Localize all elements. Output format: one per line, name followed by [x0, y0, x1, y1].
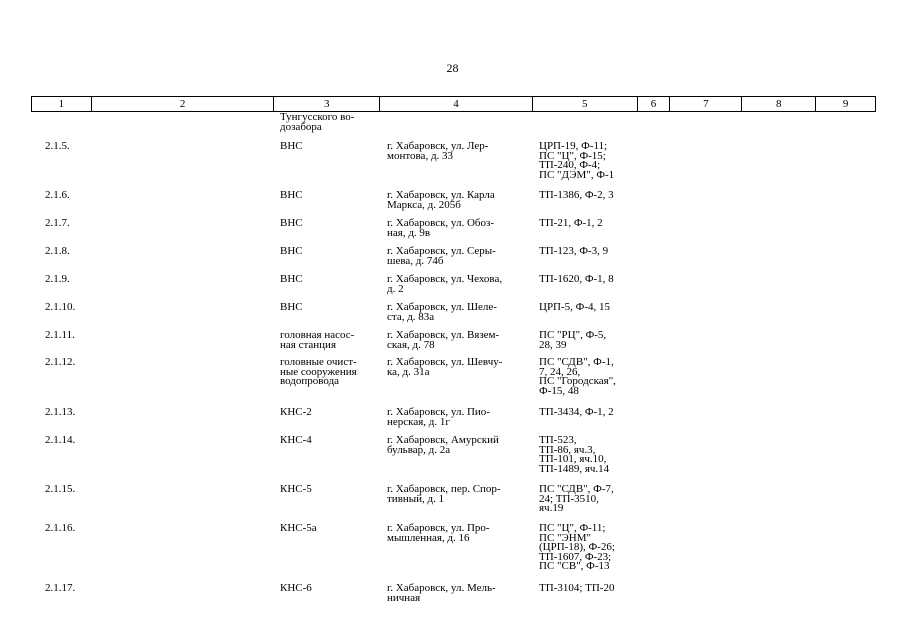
object-address: г. Хабаровск, ул. Лер- монтова, д. 33	[387, 140, 489, 162]
row-number: 2.1.7.	[45, 217, 70, 229]
power-source: ТП-1386, Ф-2, 3	[539, 189, 614, 201]
object-name: ВНС	[280, 217, 303, 229]
object-name: КНС-4	[280, 434, 312, 446]
object-name: головные очист- ные сооружения водопровода	[280, 356, 357, 388]
power-source: ЦРП-5, Ф-4, 15	[539, 301, 611, 313]
object-address: г. Хабаровск, ул. Обоз- ная, д. 9в	[387, 217, 494, 239]
power-source: ПС "РЦ", Ф-5, 28, 39	[539, 329, 607, 351]
page-number: 28	[446, 61, 459, 75]
power-source: ТП-1620, Ф-1, 8	[539, 273, 614, 285]
object-address: г. Хабаровск, ул. Чехова, д. 2	[387, 273, 503, 295]
header-col-4: 4	[380, 97, 533, 111]
header-col-7: 7	[670, 97, 742, 111]
object-name: КНС-5	[280, 483, 312, 495]
row-number: 2.1.5.	[45, 140, 70, 152]
row-number: 2.1.12.	[45, 356, 76, 368]
header-col-2: 2	[92, 97, 275, 111]
power-source: ТП-523, ТП-86, яч.3, ТП-101, яч.10, ТП-1489, яч.14	[539, 434, 610, 475]
object-name: ВНС	[280, 189, 303, 201]
object-address: г. Хабаровск, ул. Мель- ничная	[387, 582, 496, 604]
object-name: ВНС	[280, 301, 303, 313]
object-address: г. Хабаровск, ул. Про- мышленная, д. 16	[387, 522, 490, 544]
row-number: 2.1.9.	[45, 273, 70, 285]
object-name: ВНС	[280, 140, 303, 152]
header-col-6: 6	[638, 97, 671, 111]
row-number: 2.1.6.	[45, 189, 70, 201]
object-address: г. Хабаровск, ул. Шеле- ста, д. 83а	[387, 301, 497, 323]
row-number: 2.1.17.	[45, 582, 76, 594]
row-number: 2.1.15.	[45, 483, 76, 495]
power-source: ЦРП-19, Ф-11; ПС "Ц", Ф-15; ТП-240, Ф-4; ПС "ДЭМ", Ф-1	[539, 140, 615, 181]
power-source: ТП-21, Ф-1, 2	[539, 217, 603, 229]
row-number: 2.1.10.	[45, 301, 76, 313]
object-name: головная насос- ная станция	[280, 329, 355, 351]
power-source: ТП-3434, Ф-1, 2	[539, 406, 614, 418]
header-col-8: 8	[742, 97, 816, 111]
row-number: 2.1.13.	[45, 406, 76, 418]
object-address: г. Хабаровск, ул. Карла Маркса, д. 205б	[387, 189, 495, 211]
object-address: г. Хабаровск, ул. Шевчу- ка, д. 31а	[387, 356, 503, 378]
power-source: ПС "Ц", Ф-11; ПС "ЭНМ" (ЦРП-18), Ф-26; ТП-1607, Ф-23; ПС "СВ", Ф-13	[539, 522, 615, 573]
power-source: ТП-3104; ТП-20	[539, 582, 615, 594]
object-name: Тунгусского во- дозабора	[280, 111, 355, 133]
header-col-1: 1	[32, 97, 92, 111]
header-col-9: 9	[842, 98, 849, 110]
power-source: ПС "СДВ", Ф-7, 24; ТП-3510, яч.19	[539, 483, 614, 515]
object-address: г. Хабаровск, пер. Спор- тивный, д. 1	[387, 483, 501, 505]
table-header-row	[31, 96, 876, 112]
object-name: КНС-2	[280, 406, 312, 418]
power-source: ПС "СДВ", Ф-1, 7, 24, 26, ПС "Городская", Ф-15, 48	[539, 356, 616, 397]
row-number: 2.1.11.	[45, 329, 75, 341]
header-col-3: 3	[274, 97, 380, 111]
object-name: КНС-5а	[280, 522, 317, 534]
row-number: 2.1.8.	[45, 245, 70, 257]
object-name: КНС-6	[280, 582, 312, 594]
object-name: ВНС	[280, 273, 303, 285]
row-number: 2.1.16.	[45, 522, 76, 534]
row-number: 2.1.14.	[45, 434, 76, 446]
power-source: ТП-123, Ф-3, 9	[539, 245, 609, 257]
object-address: г. Хабаровск, ул. Вязем- ская, д. 78	[387, 329, 500, 351]
header-col-5: 5	[533, 97, 638, 111]
object-address: г. Хабаровск, Амурский бульвар, д. 2а	[387, 434, 499, 456]
object-address: г. Хабаровск, ул. Серы- шева, д. 74б	[387, 245, 496, 267]
object-address: г. Хабаровск, ул. Пио- нерская, д. 1г	[387, 406, 490, 428]
object-name: ВНС	[280, 245, 303, 257]
